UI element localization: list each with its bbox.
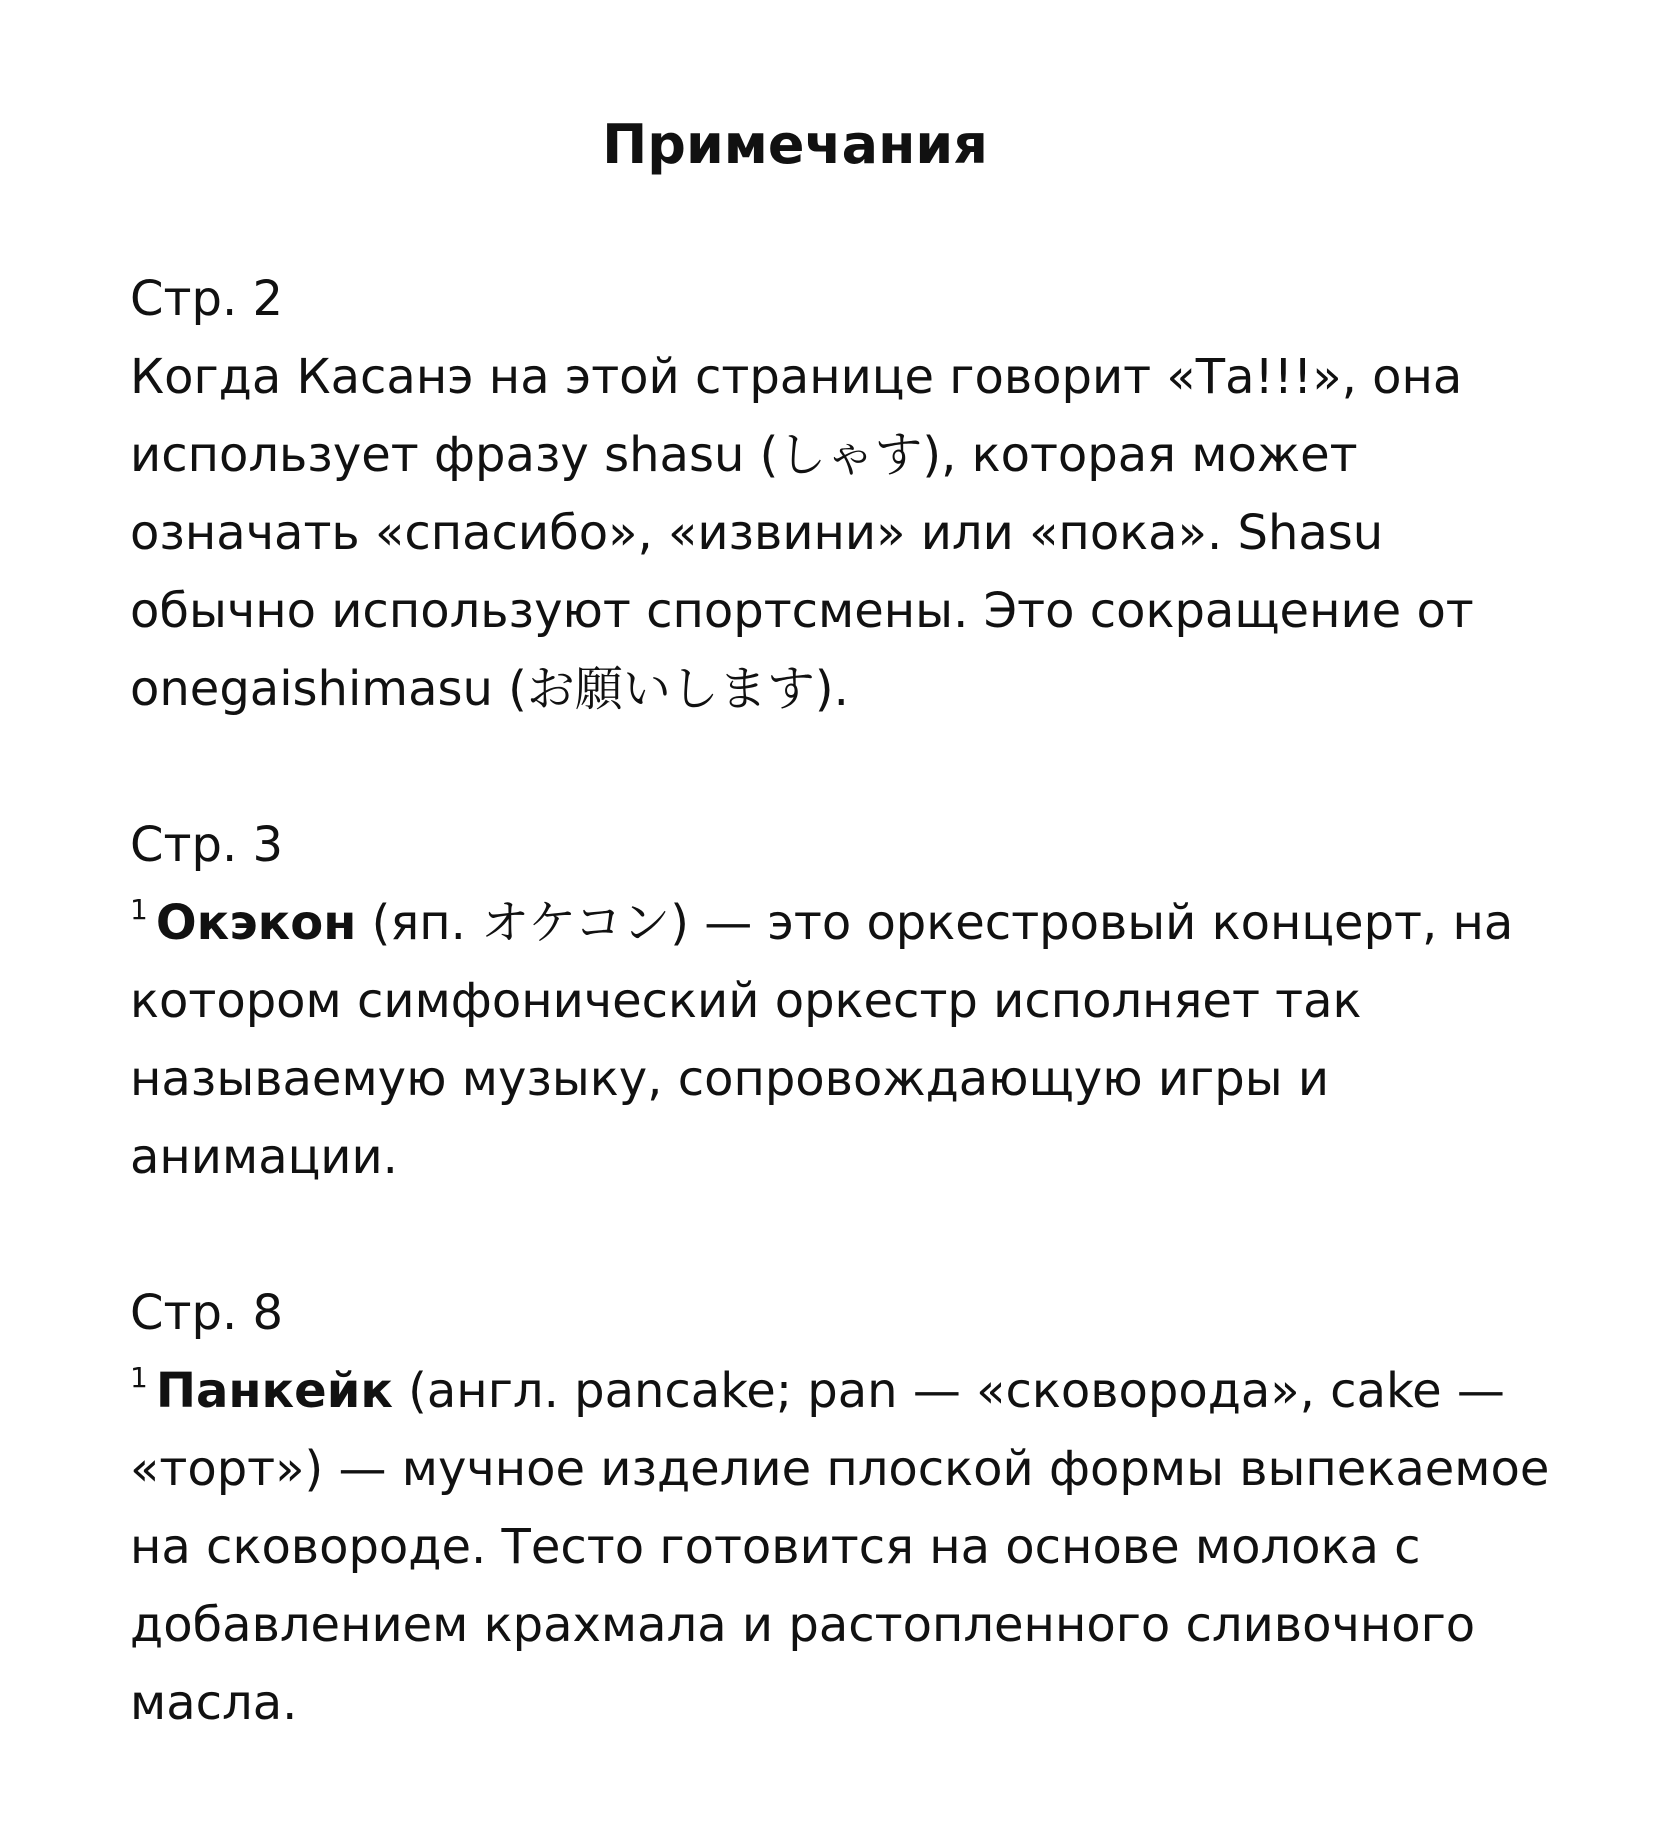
note-text: [130, 338, 1570, 728]
footnote-marker: 1: [130, 893, 148, 926]
note-text: [130, 884, 1570, 1196]
note-page-label: Стр. 8: [130, 1285, 283, 1341]
note-text: [130, 1352, 1570, 1742]
note-term: Окэкон: [155, 895, 357, 951]
note-page-label: Стр. 2: [130, 271, 283, 327]
note-body: Когда Касанэ на этой странице говорит «Та!!!», она использует фразу shasu (しゃす), которая может означать «спасибо», «извини» или «пока». Shasu обычно используют спортсмены. Это сокращение от onegaishimasu (お願いします).: [130, 349, 1474, 717]
page-title: Примечания: [602, 113, 988, 176]
note-page-8: [130, 1274, 1570, 1742]
footnote-marker: 1: [130, 1361, 148, 1394]
note-page-2: [130, 260, 1570, 728]
note-page-label: Стр. 3: [130, 817, 283, 873]
note-body: (англ. pancake; pan — «сковорода», cake — «торт») — мучное изделие плоской формы выпекаемое на сковороде. Тесто готовится на основе молока с добавлением крахмала и растопленного сливочного масла.: [130, 1363, 1550, 1731]
note-page-3: [130, 806, 1570, 1196]
notes-content: [130, 100, 1570, 1820]
note-body: (яп. オケコン) — это оркестровый концерт, на котором симфонический оркестр исполняет так называемую музыку, сопровождающую игры и анимации.: [130, 895, 1514, 1185]
note-term: Панкейк: [155, 1363, 393, 1419]
